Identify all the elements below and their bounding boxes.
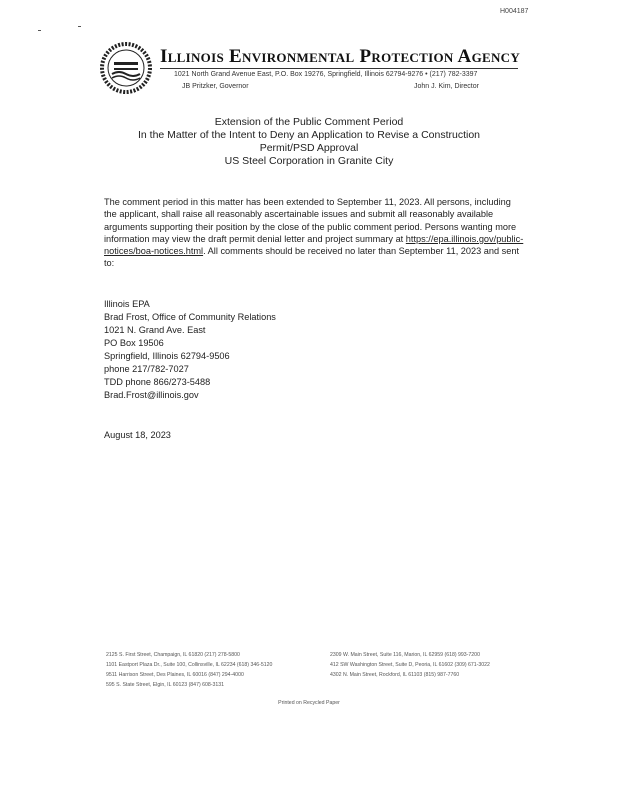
letterhead-divider bbox=[160, 68, 518, 69]
footer-office: 2125 S. First Street, Champaign, IL 61820 (217) 278-5800 bbox=[106, 652, 240, 658]
governor-name: JB Pritzker, Governor bbox=[182, 83, 249, 90]
page-id: H004187 bbox=[500, 8, 529, 15]
scan-speck bbox=[78, 26, 81, 27]
footer-office: 2309 W. Main Street, Suite 116, Marion, IL 62959 (618) 993-7200 bbox=[330, 652, 480, 658]
director-name: John J. Kim, Director bbox=[414, 83, 479, 90]
footer-offices-left bbox=[106, 650, 272, 690]
agency-name: Illinois Environmental Protection Agency bbox=[160, 46, 521, 67]
recycled-paper-note: Printed on Recycled Paper bbox=[278, 700, 340, 706]
agency-address: 1021 North Grand Avenue East, P.O. Box 19276, Springfield, Illinois 62794-9276 • (217) 782-3397 bbox=[174, 71, 478, 78]
title-line: US Steel Corporation in Granite City bbox=[224, 155, 394, 167]
contact-email: Brad.Frost@illinois.gov bbox=[104, 390, 199, 400]
body-paragraph bbox=[104, 196, 524, 270]
body-text: The comment period in this matter has been extended to September 11, 2023. All persons, including the applicant, shall raise all reasonably ascertainable issues and submit all reasonably available arguments supporting their position by the close of the public comment period. Persons wanting more information may view the draft permit denial letter and project summary at bbox=[104, 197, 517, 244]
notice-date: August 18, 2023 bbox=[104, 430, 171, 440]
footer-office: 412 SW Washington Street, Suite D, Peoria, IL 61602 (309) 671-3022 bbox=[330, 662, 490, 668]
body-text: . All comments should be received no later than September 11, 2023 and sent to: bbox=[104, 246, 520, 269]
contact-block bbox=[104, 298, 276, 402]
scan-speck bbox=[38, 30, 41, 31]
title-line: Extension of the Public Comment Period bbox=[214, 116, 404, 128]
contact-line: 1021 N. Grand Ave. East bbox=[104, 325, 206, 335]
footer-office: 595 S. State Street, Elgin, IL 60123 (847) 608-3131 bbox=[106, 682, 225, 688]
contact-line: Springfield, Illinois 62794-9506 bbox=[104, 351, 230, 361]
title-line: Permit/PSD Approval bbox=[259, 142, 359, 154]
title-line: In the Matter of the Intent to Deny an Application to Revise a Construction bbox=[137, 129, 481, 141]
contact-line: Brad Frost, Office of Community Relations bbox=[104, 312, 276, 322]
contact-line: PO Box 19506 bbox=[104, 338, 164, 348]
agency-seal-icon bbox=[100, 42, 152, 94]
footer-office: 9511 Harrison Street, Des Plaines, IL 60016 (847) 294-4000 bbox=[106, 672, 244, 678]
notices-link[interactable]: https://epa.illinois.gov/public-notices/boa-notices.html bbox=[104, 233, 524, 257]
footer-office: 4302 N. Main Street, Rockford, IL 61103 (815) 987-7760 bbox=[330, 672, 460, 678]
notice-title bbox=[0, 116, 618, 168]
contact-line: TDD phone 866/273-5488 bbox=[104, 377, 211, 387]
contact-line: Illinois EPA bbox=[104, 299, 150, 309]
contact-line: phone 217/782-7027 bbox=[104, 364, 189, 374]
footer-office: 1101 Eastport Plaza Dr., Suite 100, Collinsville, IL 62234 (618) 346-5120 bbox=[106, 662, 273, 668]
footer-offices-right bbox=[330, 650, 490, 680]
